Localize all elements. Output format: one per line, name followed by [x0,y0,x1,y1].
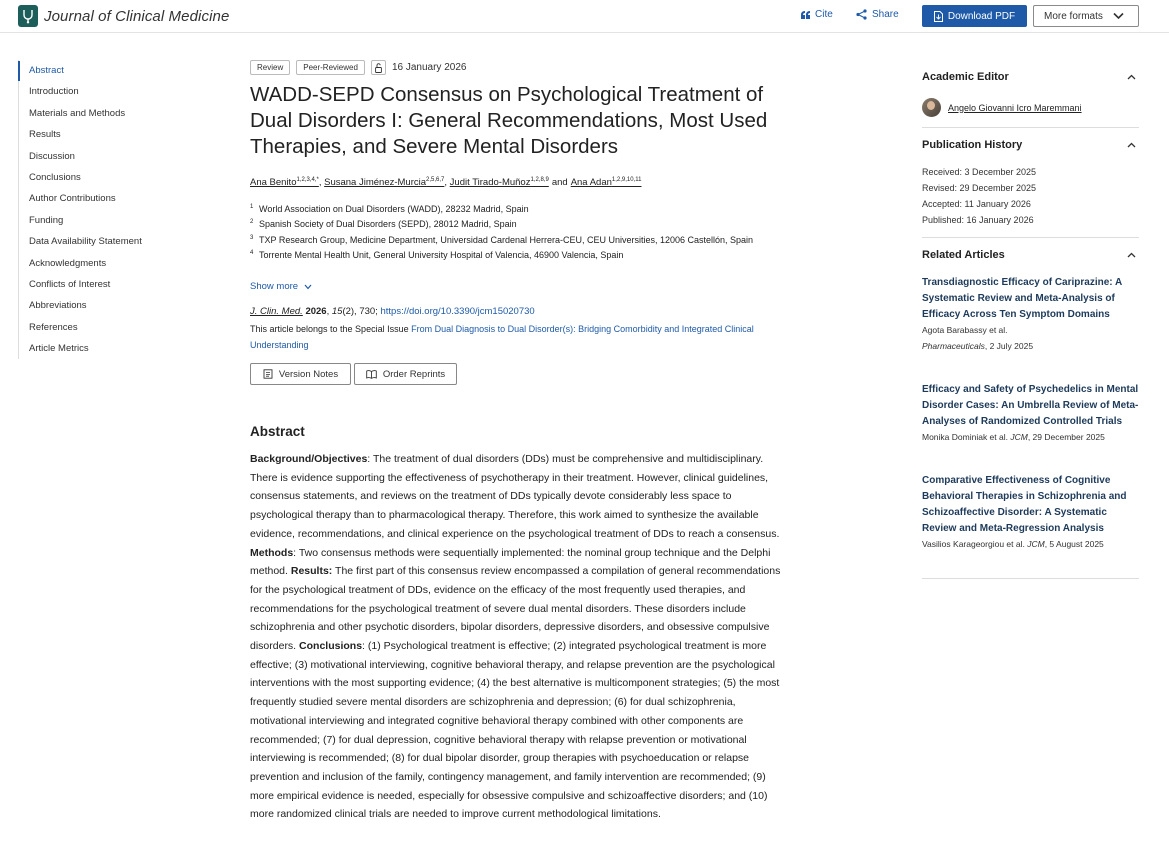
version-notes-label: Version Notes [278,368,339,380]
related-article-authors: Monika Dominiak et al. [922,432,1011,442]
publication-history-list [922,164,1036,228]
affiliation-item [250,202,780,217]
nav-item-abstract[interactable]: Abstract [19,60,198,81]
citation-year: 2026 [305,306,327,317]
author-affiliation-refs: 1,2,8,9 [530,177,549,183]
journal-abbrev[interactable]: J. Clin. Med. [250,306,303,317]
section-navigation [18,60,198,359]
related-article [922,473,1139,549]
related-article-date: , 29 December 2025 [1027,432,1105,442]
share-button[interactable] [856,9,899,20]
author-name: Ana Benito [250,177,297,189]
history-entry: Revised: 29 December 2025 [922,183,1037,193]
affiliation-number: 1 [250,204,254,210]
share-label: Share [872,9,899,20]
article-title: WADD-SEPD Consensus on Psychological Treatment of Dual Disorders I: General Recommendations, Most Used Therapies, and Severe Mental Disorders [250,83,768,158]
author-name: Susana Jiménez-Murcia [324,177,427,189]
related-article-date: , 2 July 2025 [984,341,1034,351]
nav-item-data-availability-statement[interactable]: Data Availability Statement [29,236,142,248]
top-bar [0,0,1169,33]
related-article-date: , 5 August 2025 [1044,539,1104,549]
author-affiliation-refs: 1,2,3,4,* [296,177,319,183]
publication-history-heading: Publication History [922,139,1023,151]
related-articles-toggle[interactable] [922,249,1139,261]
nav-item-author-contributions[interactable]: Author Contributions [29,193,116,205]
article-badges [250,60,466,75]
nav-item-conclusions[interactable]: Conclusions [29,171,81,183]
affiliation-text: Spanish Society of Dual Disorders (SEPD), 28012 Madrid, Spain [259,219,517,230]
download-pdf-button[interactable] [922,5,1027,27]
nav-item-discussion[interactable]: Discussion [29,150,75,162]
version-notes-button[interactable] [250,363,351,385]
related-article-journal: Pharmaceuticals [922,341,985,351]
abstract-methods-label: Methods [250,546,294,559]
affiliation-item [250,248,780,263]
abstract-results-label: Results: [290,565,333,578]
author-list: Ana Benito$^{1,2,3,4,*}$, Susana Jiménez-Murcia$^{2,5,6,7}$, Judit Tirado-Muñoz$^{1,2,8,9}$ and Ana Adan$^{1,2,9,10,11}$ [250,177,642,189]
cite-button[interactable] [801,9,833,20]
order-reprints-label: Order Reprints [382,368,446,380]
editor-name-link[interactable]: Angelo Giovanni Icro Maremmani [948,102,1082,113]
nav-item-introduction[interactable]: Introduction [29,86,79,98]
author-link[interactable] [324,177,444,188]
doi-link[interactable]: https://doi.org/10.3390/jcm15020730 [380,306,535,317]
related-article-title-link[interactable]: Comparative Effectiveness of Cognitive Behavioral Therapies in Schizophrenia and Schizoaffective Disorder: A Systematic Review and Meta-Regression Analysis [922,475,1127,534]
open-access-icon[interactable] [371,60,386,75]
abstract-text [250,450,790,824]
author-conjunction: and [551,177,568,189]
nav-item-conflicts-of-interest[interactable]: Conflicts of Interest [29,278,111,290]
book-icon [366,370,377,379]
abstract-conclusions-label: Conclusions [299,640,363,653]
affiliation-text: Torrente Mental Health Unit, General University Hospital of Valencia, 46900 Valencia, Spain [259,250,624,261]
quote-icon [801,11,810,19]
peer-reviewed-badge: Peer-Reviewed [296,60,365,75]
abstract-bg-text: : The treatment of dual disorders (DDs) must be comprehensive and multidisciplinary. There is evidence supporting the effectiveness of psychotherapy in their treatment. However, clinical guidelines, consensus statements, and reviews on the treatment of DDs typically devote considerably less space to psychological therapy than to pharmacological therapy. Therefore, this work aimed to synthesize the available evidence, recommendations, and clinical experience on the psychological treatment of DDs to reach a consensus. [250,453,780,540]
abstract-bg-label: Background/Objectives [250,453,368,465]
show-more-label: Show more [250,281,299,292]
academic-editor-toggle[interactable] [922,71,1139,83]
nav-item-funding[interactable]: Funding [29,214,64,226]
affiliation-number: 2 [250,219,254,226]
more-formats-dropdown[interactable] [1033,5,1139,27]
special-issue-link[interactable]: From Dual Diagnosis to Dual Disorder(s): Bridging Comorbidity and Integrated Clinical Understanding [250,324,754,350]
chevron-up-icon [1127,142,1136,148]
history-entry: Received: 3 December 2025 [922,167,1037,177]
publication-date: 16 January 2026 [391,62,467,73]
divider [922,127,1139,128]
abstract-heading: Abstract [250,424,305,439]
journal-logo-icon [18,5,38,27]
history-entry: Published: 16 January 2026 [922,215,1034,225]
citation-volume: 15 [331,306,343,317]
affiliation-number: 4 [250,250,254,257]
author-link[interactable] [250,177,319,188]
affiliation-item [250,217,780,232]
nav-item-acknowledgments[interactable]: Acknowledgments [29,257,107,269]
affiliations-list [250,202,780,264]
divider [922,237,1139,238]
nav-item-article-metrics[interactable]: Article Metrics [29,343,89,355]
chevron-up-icon [1127,74,1136,80]
nav-item-references[interactable]: References [29,321,78,333]
citation-issue: (2), 730; [342,306,378,317]
special-issue-note [250,322,790,353]
author-name: Judit Tirado-Muñoz [449,177,531,189]
related-article [922,275,1139,351]
abstract-results-text: The first part of this consensus review encompassed a compilation of general recommendations for the psychological treatment of DDs, evidence on the efficacy of the most frequently used therapies, and recommendations for the psychological treatment of severe dual mental disorders. These disorders include schizophrenia and other psychotic disorders, bipolar disorders, depressive disorders, and obsessive compulsive disorders. [250,565,781,653]
publication-history-toggle[interactable] [922,139,1139,151]
chevron-up-icon [1127,252,1136,258]
nav-item-materials-and-methods[interactable]: Materials and Methods [29,107,126,119]
journal-name: Journal of Clinical Medicine [44,7,230,25]
history-entry: Accepted: 11 January 2026 [922,199,1031,209]
affiliation-text: TXP Research Group, Medicine Department, Universidad Cardenal Herrera-CEU, CEU Universities, 12006 Castellón, Spain [259,234,754,245]
author-link[interactable] [450,177,549,188]
share-icon [856,9,867,20]
nav-item-results[interactable]: Results [29,129,61,141]
citation-line: J. Clin. Med. 2026, 15(2), 730; https://doi.org/10.3390/jcm15020730 [250,306,535,317]
cite-label: Cite [815,9,833,20]
related-article-meta [922,325,1139,351]
author-affiliation-refs: 2,5,6,7 [426,177,445,183]
show-more-affiliations[interactable] [250,281,312,292]
editor-avatar [922,98,941,117]
affiliation-item [250,233,780,248]
related-article-journal: JCM [1027,539,1045,549]
related-article-authors: Vasilios Karageorgiou et al. [922,539,1028,549]
journal-brand-link[interactable] [18,5,229,27]
related-articles-heading: Related Articles [922,249,1005,261]
author-link[interactable] [571,177,642,188]
related-article-title-link[interactable]: Transdiagnostic Efficacy of Cariprazine: A Systematic Review and Meta-Analysis of Efficacy Across Ten Symptom Domains [922,277,1122,320]
affiliation-text: World Association on Dual Disorders (WADD), 28232 Madrid, Spain [259,204,529,214]
abstract-conclusions-text: : (1) Psychological treatment is effective; (2) integrated psychological treatment is more effective; (3) motivational interviewing, cognitive behavioral therapy, and relapse prevention are the psychological interventions with the most supporting evidence; (4) the best alternative is multicomponent strategies; (5) the most frequently studied severe mental disorders are schizophrenia and depression; (6) for dual schizophrenia, motivational interviewing and integrated cognitive behavioral therapy combined with other components are recommended; (7) for dual depression, cognitive behavioral therapy with relapse prevention or motivational interviewing is recommended; (8) for dual bipolar disorder, group therapies with psychoeducation or relapse prevention and inclusion of the family, contingency management, and family intervention are recommended; (9) more empirical evidence is needed, especially for obsessive compulsive and schizoaffective disorders; and (10) more randomized clinical trials are needed to improve current methodological limitations. [250,640,780,821]
nav-item-abbreviations[interactable]: Abbreviations [29,300,87,312]
author-affiliation-refs: 1,2,9,10,11 [611,177,642,183]
related-article-authors: Agota Barabassy et al. [922,325,1008,335]
related-article-journal: JCM [1010,432,1028,442]
abstract-methods-text: : Two consensus methods were sequentially implemented: the nominal group technique and the Delphi method. [250,546,771,578]
author-name: Ana Adan [570,177,612,189]
special-issue-prefix: This article belongs to the Special Issue [250,324,409,334]
chevron-down-icon [304,284,312,290]
pdf-file-icon [934,11,943,22]
related-article-meta [922,539,1139,549]
chevron-down-icon [1113,12,1124,20]
notes-icon [263,369,273,379]
divider [922,578,1139,579]
review-badge: Review [250,60,290,75]
related-article [922,382,1139,442]
download-pdf-label: Download PDF [947,10,1016,22]
more-formats-label: More formats [1044,10,1103,22]
academic-editor-heading: Academic Editor [922,71,1009,83]
editor-row [922,98,1082,117]
related-article-title-link[interactable]: Efficacy and Safety of Psychedelics in Mental Disorder Cases: An Umbrella Review of Meta-Analyses of Randomized Controlled Trials [922,384,1139,427]
order-reprints-button[interactable] [354,363,457,385]
affiliation-number: 3 [250,234,254,241]
related-article-meta [922,432,1139,442]
